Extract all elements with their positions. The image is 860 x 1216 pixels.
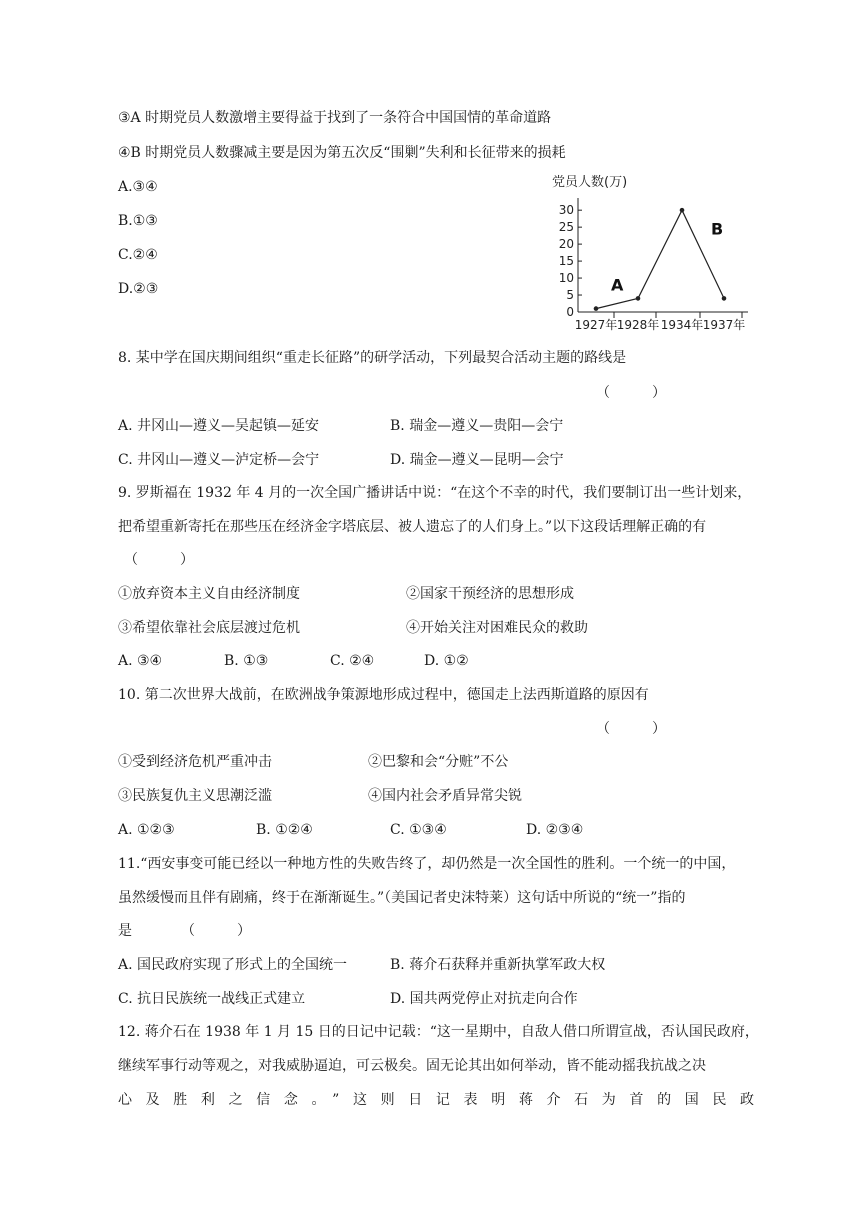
q10-option-b: B. ①②④ — [256, 822, 313, 838]
y-tick-label: 25 — [558, 220, 574, 235]
q7-option-d: D.②③ — [118, 281, 159, 297]
q11-option-c: C. 抗日民族统一战线正式建立 — [118, 991, 306, 1007]
party-member-chart — [548, 170, 758, 335]
annotation-a: A — [611, 275, 624, 295]
q11-option-a: A. 国民政府实现了形式上的全国统一 — [118, 957, 348, 973]
q11-stem-line-2: 虽然缓慢而且伴有剧痛，终于在渐渐诞生。”（美国记者史沫特莱）这句话中所说的“统一”指的 — [118, 890, 686, 906]
data-point — [722, 296, 727, 301]
q9-option-b: B. ①③ — [224, 653, 269, 669]
q7-statement-3: ③A 时期党员人数激增主要得益于找到了一条符合中国国情的革命道路 — [118, 110, 552, 126]
annotation-b: B — [711, 219, 724, 239]
q11-option-b: B. 蒋介石获释并重新执掌军政大权 — [390, 957, 606, 973]
q9-statement-2: ②国家干预经济的思想形成 — [406, 586, 574, 602]
x-tick-label: 1937年 — [702, 318, 746, 332]
y-tick-label: 20 — [558, 237, 574, 252]
q8-answer-paren: （ ） — [596, 385, 666, 401]
q10-statement-1: ①受到经济危机严重冲击 — [118, 754, 272, 770]
q9-option-a: A. ③④ — [118, 653, 163, 669]
q11-option-d: D. 国共两党停止对抗走向合作 — [390, 991, 578, 1007]
q12-stem-line-1: 12. 蒋介石在 1938 年 1 月 15 日的日记中记载：“这一星期中，自敌人借口所谓宣战，否认国民政府， — [118, 1024, 759, 1040]
q9-statement-4: ④开始关注对困难民众的救助 — [406, 620, 588, 636]
q10-statement-2: ②巴黎和会“分赃”不公 — [368, 754, 509, 770]
data-point — [636, 296, 641, 301]
q10-stem: 10. 第二次世界大战前，在欧洲战争策源地形成过程中，德国走上法西斯道路的原因有 — [118, 687, 649, 703]
q12-stem-line-3: 心及胜利之信念。”这则日记表明蒋介石为首的国民政 — [118, 1092, 754, 1108]
q7-statement-4: ④B 时期党员人数骤减主要是因为第五次反“围剿”失利和长征带来的损耗 — [118, 145, 566, 161]
q11-stem-line-1: 11.“西安事变可能已经以一种地方性的失败告终了，却仍然是一次全国性的胜利。一个统一的中国， — [118, 856, 736, 872]
data-point — [680, 208, 685, 213]
y-tick-label: 10 — [558, 271, 574, 286]
y-tick-label: 5 — [566, 288, 574, 303]
q7-option-b: B.①③ — [118, 213, 158, 229]
data-point — [594, 306, 599, 311]
y-axis-label: 党员人数(万) — [552, 175, 628, 190]
q8-stem: 8. 某中学在国庆期间组织“重走长征路”的研学活动，下列最契合活动主题的路线是 — [118, 350, 627, 366]
q8-option-b: B. 瑞金—遵义—贵阳—会宁 — [390, 418, 564, 434]
y-tick-label: 15 — [558, 254, 574, 269]
q10-option-a: A. ①②③ — [118, 822, 175, 838]
q9-stem-line-1: 9. 罗斯福在 1932 年 4 月的一次全国广播讲话中说：“在这个不幸的时代，我们要制订出一些计划来， — [118, 485, 752, 501]
q9-option-d: D. ①② — [424, 653, 469, 669]
q7-option-a: A.③④ — [118, 179, 158, 195]
x-tick-label: 1927年 — [574, 318, 618, 332]
q11-stem-line-3: 是 （ ） — [118, 923, 251, 939]
q9-stem-line-2: 把希望重新寄托在那些压在经济金字塔底层、被人遗忘了的人们身上。”以下这段话理解正确的有 — [118, 519, 707, 535]
q8-option-d: D. 瑞金—遵义—昆明—会宁 — [390, 452, 564, 468]
q7-option-c: C.②④ — [118, 247, 158, 263]
q8-option-c: C. 井冈山—遵义—泸定桥—会宁 — [118, 452, 320, 468]
x-tick-label: 1928年 — [616, 318, 660, 332]
q10-option-c: C. ①③④ — [390, 822, 447, 838]
q10-answer-paren: （ ） — [596, 721, 666, 737]
q12-stem-line-2: 继续军事行动等观之，对我威胁逼迫，可云极矣。固无论其出如何举动，皆不能动摇我抗战之决 — [118, 1058, 706, 1074]
y-tick-label: 0 — [566, 305, 574, 319]
q9-statement-3: ③希望依靠社会底层渡过危机 — [118, 620, 300, 636]
x-tick-label: 1934年 — [660, 318, 704, 332]
q10-statement-3: ③民族复仇主义思潮泛滥 — [118, 788, 272, 804]
q9-statement-1: ①放弃资本主义自由经济制度 — [118, 586, 300, 602]
q10-statement-4: ④国内社会矛盾异常尖锐 — [368, 788, 522, 804]
q8-option-a: A. 井冈山—遵义—吴起镇—延安 — [118, 418, 320, 434]
q9-option-c: C. ②④ — [330, 653, 375, 669]
q10-option-d: D. ②③④ — [526, 822, 584, 838]
y-tick-label: 30 — [558, 203, 574, 218]
q9-answer-paren: （ ） — [124, 552, 194, 568]
